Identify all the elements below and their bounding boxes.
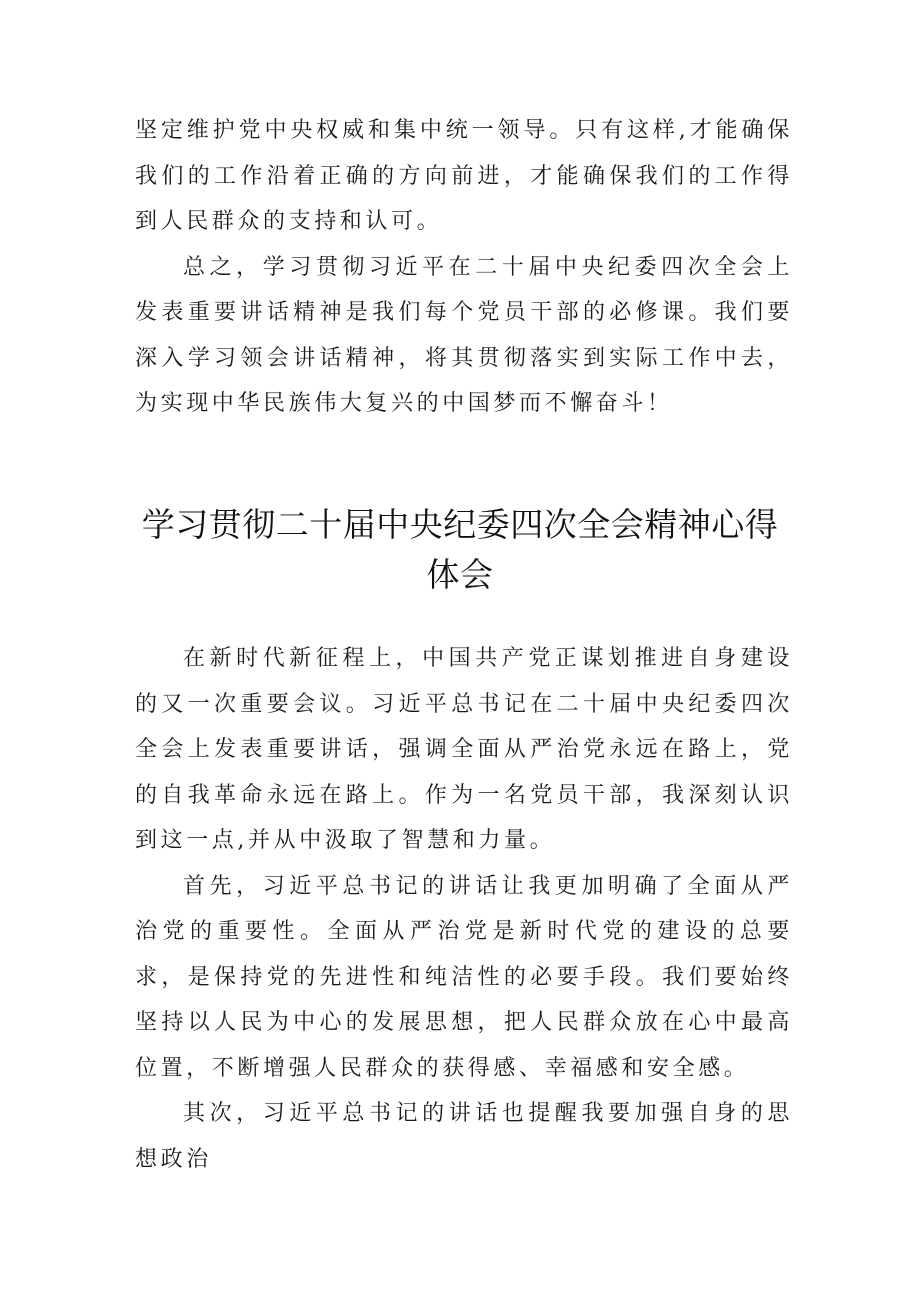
previous-article-ending (135, 108, 793, 427)
paragraph-continuation: 坚定维护党中央权威和集中统一领导。只有这样,才能确保我们的工作沿着正确的方向前进，才能确保我们的工作得到人民群众的支持和认可。 (135, 118, 793, 234)
article-title: 学习贯彻二十届中央纪委四次全会精神心得体会 (141, 505, 779, 594)
paragraph-second-point: 其次，习近平总书记的讲话也提醒我要加强自身的思想政治 (135, 1101, 793, 1172)
article-body (135, 636, 793, 1182)
paragraph-intro: 在新时代新征程上，中国共产党正谋划推进自身建设的又一次重要会议。习近平总书记在二十届中央纪委四次全会上发表重要讲话，强调全面从严治党永远在路上，党的自我革命永远在路上。作为一名党员干部，我深刻认识到这一点,并从中汲取了智慧和力量。 (135, 646, 793, 853)
paragraph-first-point: 首先，习近平总书记的讲话让我更加明确了全面从严治党的重要性。全面从严治党是新时代党的建设的总要求，是保持党的先进性和纯洁性的必要手段。我们要始终坚持以人民为中心的发展思想，把人民群众放在心中最高位置，不断增强人民群众的获得感、幸福感和安全感。 (135, 873, 793, 1081)
paragraph-conclusion: 总之，学习贯彻习近平在二十届中央纪委四次全会上发表重要讲话精神是我们每个党员干部的必修课。我们要深入学习领会讲话精神，将其贯彻落实到实际工作中去，为实现中华民族伟大复兴的中国梦而不懈奋斗！ (135, 254, 793, 416)
